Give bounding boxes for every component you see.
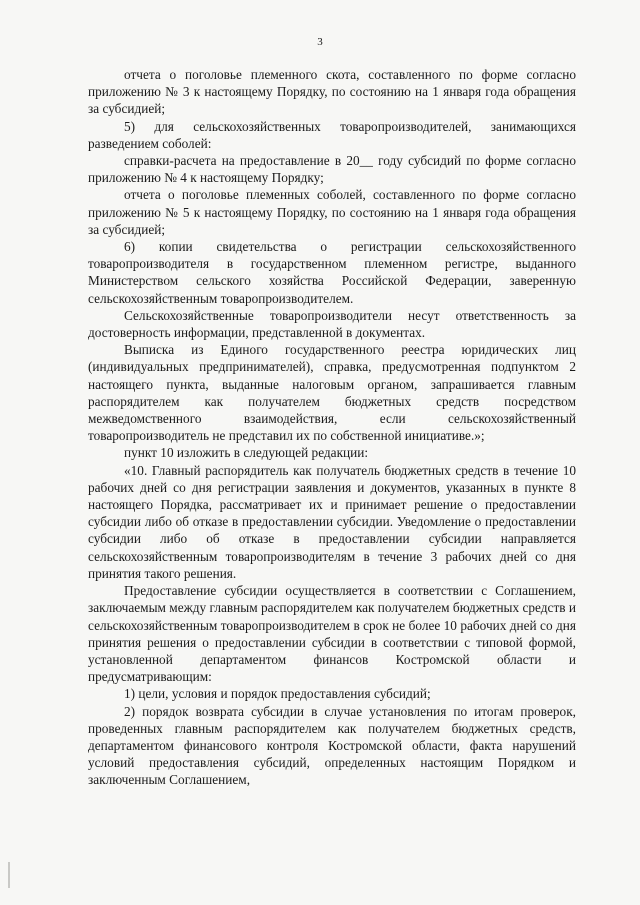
paragraph: отчета о поголовье племенного скота, составленного по форме согласно приложению № 3 к настоящему Порядку, по состоянию на 1 января года обращения за субсидией;: [88, 67, 576, 117]
paragraph: 6) копии свидетельства о регистрации сельскохозяйственного товаропроизводителя в государственном племенном регистре, выданного Министерством сельского хозяйства Российской Федерации, заверенную сельскохозяйственным товаропроизводителем.: [88, 239, 576, 306]
paragraph: Сельскохозяйственные товаропроизводители несут ответственность за достоверность информации, представленной в документах.: [88, 307, 576, 341]
paragraph: Выписка из Единого государственного реестра юридических лиц (индивидуальных предпринимателей), справка, предусмотренная подпунктом 2 настоящего пункта, выданные налоговым органом, запрашивается главным распорядителем как получателем бюджетных средств посредством межведомственного взаимодействия, если сельскохозяйственный товаропроизводитель не представил их по собственной инициативе.»;: [88, 342, 576, 444]
paragraph: 5) для сельскохозяйственных товаропроизводителей, занимающихся разведением соболей:: [88, 118, 576, 151]
paragraph: отчета о поголовье племенных соболей, составленного по форме согласно приложению № 5 к настоящему Порядку, по состоянию на 1 января года обращения за субсидией;: [88, 187, 576, 237]
paragraph: 1) цели, условия и порядок предоставления субсидий;: [124, 686, 431, 702]
paragraph: пункт 10 изложить в следующей редакции:: [124, 445, 369, 461]
paragraph: 2) порядок возврата субсидии в случае установления по итогам проверок, проведенных главным распорядителем как получателем бюджетных средств, департаментом финансового контроля Костромской области, факта нарушений условий предоставления субсидий, определенных настоящим Порядком и заключенным Соглашением,: [88, 703, 576, 788]
page-number: 3: [317, 36, 323, 48]
paragraph: «10. Главный распорядитель как получатель бюджетных средств в течение 10 рабочих дней со дня регистрации заявления и документов, указанных в пункте 8 настоящего Порядка, рассматривает их и принимает решение о предоставлении субсидии либо об отказе в предоставлении субсидии. Уведомление о предоставлении субсидии либо об отказе в предоставлении субсидии направляется сельскохозяйственным товаропроизводителям в течение 3 рабочих дней со дня принятия такого решения.: [88, 462, 576, 581]
paragraph: Предоставление субсидии осуществляется в соответствии с Соглашением, заключаемым между главным распорядителем как получателем бюджетных средств и сельскохозяйственным товаропроизводителем в срок не более 10 рабочих дней со дня принятия решения о предоставлении субсидии в соответствии с типовой формой, установленной департаментом финансов Костромской области и предусматривающим:: [88, 583, 576, 685]
scan-edge-mark: [8, 862, 10, 888]
document-body: [88, 66, 576, 789]
paragraph: справки-расчета на предоставление в 20__ году субсидий по форме согласно приложению № 4 к настоящему Порядку;: [88, 153, 576, 186]
